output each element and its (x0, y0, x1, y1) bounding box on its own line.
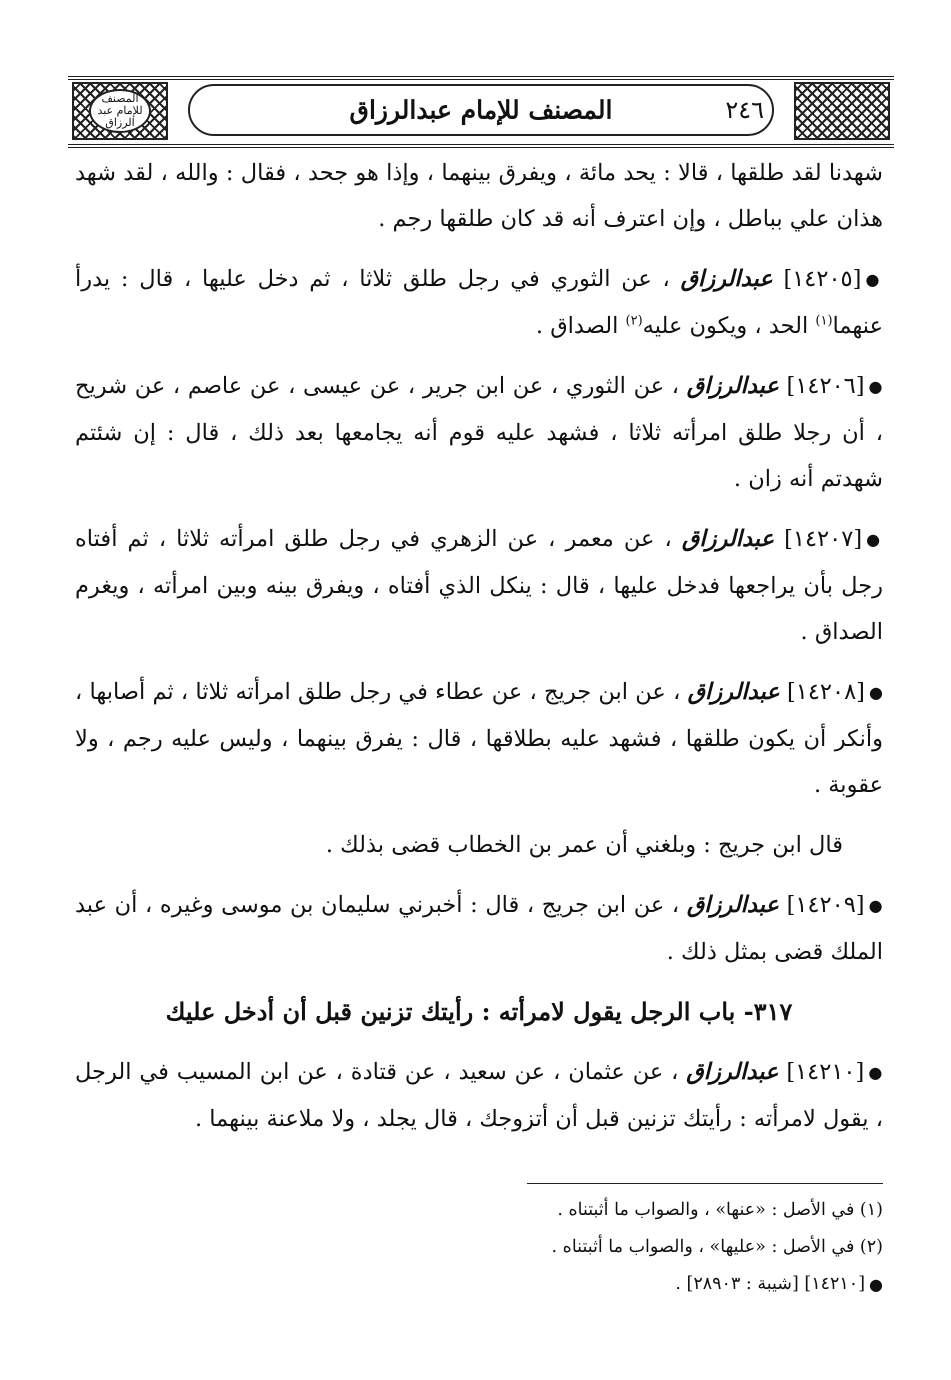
paragraph-text: ، عن عثمان ، عن سعيد ، عن قتادة ، عن ابن المسيب في الرجل ، يقول لامرأته : رأيتك تزنين قبل أن أتزوجك ، قال يجلد ، ولا ملاعنة بينهما . (75, 1059, 883, 1132)
paragraph-text: ، عن معمر ، عن الزهري في رجل طلق امرأته ثلاثا ، ثم أفتاه رجل بأن يراجعها فدخل عليها ، قال : ينكل الذي أفتاه ، ويفرق بينه وبين امرأته ، ويغرم الصداق . (75, 526, 883, 645)
ornament-right (794, 82, 890, 140)
footnote-marker: (١) (815, 313, 833, 329)
narrator-name: عبدالرزاق (680, 266, 773, 292)
hadith-14205 (75, 256, 883, 349)
narrator-name: عبدالرزاق (686, 373, 779, 399)
emblem-label: المصنف للإمام عبد الرزاق (89, 89, 151, 133)
hadith-14208 (75, 669, 883, 808)
main-text (75, 150, 883, 1142)
paragraph (75, 822, 883, 868)
hadith-number: [١٤٢٠٥] (783, 266, 862, 292)
hadith-number: [١٤٢٠٩] (786, 892, 865, 918)
paragraph-text: شهدنا لقد طلقها ، قالا : يحد مائة ، ويفرق بينهما ، وإذا هو جحد ، فقال : والله ، لقد شهد هذان علي بباطل ، وإن اعترف أنه قد كان طلقها رجم . (75, 160, 883, 232)
footnotes (75, 1192, 883, 1303)
page-number: ٢٤٦ (725, 96, 764, 124)
hadith-number: [١٤٢٠٨] (786, 679, 865, 705)
header-rule (68, 144, 894, 145)
paragraph-text: ، عن ابن جريج ، عن عطاء في رجل طلق امرأته ثلاثا ، ثم أصابها ، وأنكر أن يكون طلقها ، فشهد عليه بطلاقها ، قال : يفرق بينهما ، وليس عليه رجم ، ولا عقوبة . (75, 679, 883, 798)
footnote-divider (527, 1183, 883, 1184)
paragraph-text: ، عن الثوري ، عن ابن جرير ، عن عيسى ، عن عاصم ، عن شريح ، أن رجلا طلق امرأته ثلاثا ، فشهد عليه قوم أنه يجامعها بعد ذلك ، قال : إن شئتم شهدتم أنه زان . (75, 373, 883, 492)
bullet-icon: ● (868, 896, 884, 915)
narrator-name: عبدالرزاق (681, 526, 775, 552)
footnote-marker: (٢) (625, 313, 643, 329)
hadith-14207 (75, 516, 883, 655)
running-header (68, 74, 894, 150)
paragraph-text: الصداق . (535, 313, 619, 339)
bullet-icon: ● (865, 270, 883, 289)
chapter-heading: ٣١٧- باب الرجل يقول لامرأته : رأيتك تزنين قبل أن أدخل عليك (165, 997, 793, 1026)
header-rule (68, 76, 894, 77)
bullet-icon: ● (869, 1275, 883, 1294)
hadith-number: [١٤٢٠٦] (786, 373, 865, 399)
hadith-14206 (75, 363, 883, 502)
bullet-icon: ● (868, 683, 884, 702)
footnote (75, 1266, 883, 1303)
header-rule (68, 79, 894, 80)
paragraph-text: قال ابن جريج : وبلغني أن عمر بن الخطاب قضى بذلك . (325, 832, 843, 858)
bullet-icon: ● (868, 377, 884, 396)
bullet-icon: ● (868, 1063, 884, 1082)
paragraph-text: ، عن ابن جريج ، قال : أخبرني سليمان بن موسى وغيره ، أن عبد الملك قضى بمثل ذلك . (75, 892, 883, 965)
paragraph-text: ، عن الثوري في رجل طلق ثلاثا ، ثم دخل عليها ، قال : يدرأ عنهما (75, 266, 883, 339)
footnote: (٢) في الأصل : «عليها» ، والصواب ما أثبتناه . (551, 1237, 883, 1257)
paragraph (75, 150, 883, 242)
ornament-emblem-left (72, 82, 168, 140)
narrator-name: عبدالرزاق (687, 679, 780, 705)
narrator-name: عبدالرزاق (686, 892, 779, 918)
paragraph-text: الحد ، ويكون عليه (642, 313, 809, 339)
footnote-text: [١٤٢١٠] [شيبة : ٢٨٩٠٣] . (675, 1274, 866, 1294)
hadith-14209 (75, 882, 883, 975)
hadith-number: [١٤٢٠٧] (784, 526, 863, 552)
title-cartouche (188, 84, 774, 136)
hadith-14210 (75, 1049, 883, 1142)
narrator-name: عبدالرزاق (686, 1059, 779, 1085)
running-title: المصنف للإمام عبدالرزاق (349, 95, 613, 125)
footnote: (١) في الأصل : «عنها» ، والصواب ما أثبتناه . (557, 1200, 883, 1220)
hadith-number: [١٤٢١٠] (786, 1059, 865, 1085)
header-rule (68, 147, 894, 148)
bullet-icon: ● (866, 530, 883, 549)
